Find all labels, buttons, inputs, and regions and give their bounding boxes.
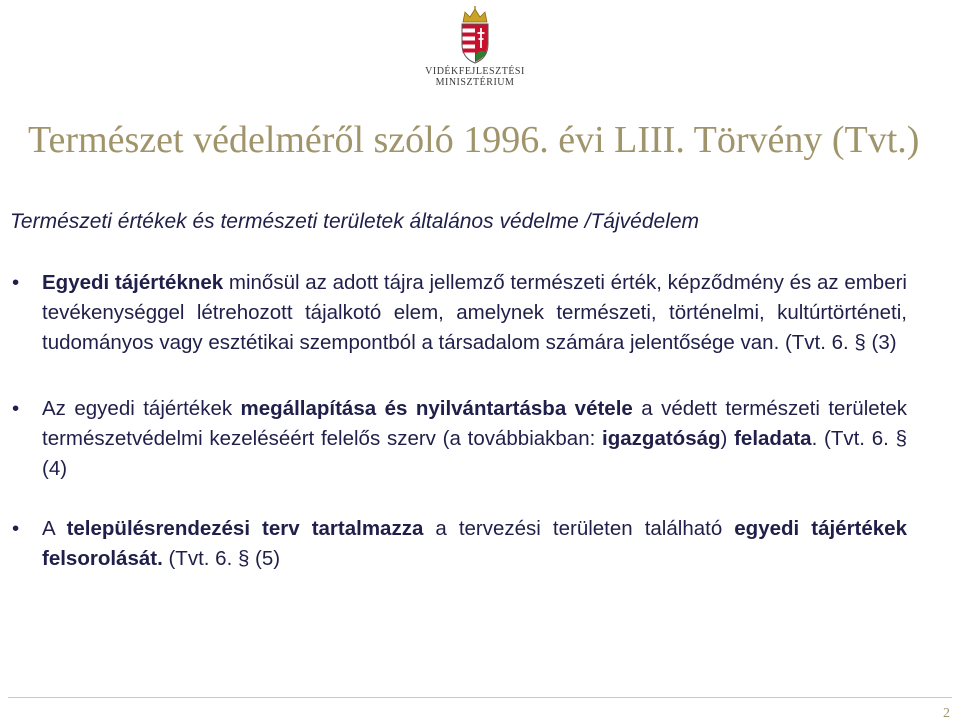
bullet-text: minősül az adott tájra jellemző természeti érték, képződmény és az emberi tevékenységgel létrehozott tájalkotó elem, amelynek természeti, történelmi, kultúrtörténeti, tudományos vagy esztétikai szempontból a társadalom számára jelentősége van. (Tvt. 6. § (3) [42, 271, 907, 354]
bullet-item [12, 514, 907, 574]
bullet-text: . (Tvt. 6. § (4) [42, 427, 907, 480]
coat-of-arms-icon [455, 6, 495, 64]
footer-divider [8, 697, 952, 698]
bullet-bold-text: Egyedi tájértéknek [42, 271, 224, 294]
bullet-bold-text: megállapítása és nyilvántartásba vétele [240, 397, 633, 420]
bullet-text: Az egyedi tájértékek [42, 397, 241, 420]
bullet-text: A [42, 517, 67, 540]
slide-title: Természet védelméről szóló 1996. évi LIII. Törvény (Tvt.) [28, 119, 920, 161]
bullet-text: a védett természeti területek természetvédelmi kezeléséért felelős szerv (a továbbiakban: [42, 397, 907, 450]
bullet-list [12, 268, 907, 610]
bullet-bold-text: egyedi tájértékek felsorolását. [42, 517, 907, 570]
bullet-text: ) [720, 427, 735, 450]
bullet-bold-text: településrendezési terv tartalmazza [66, 517, 424, 540]
bullet-bold-text: igazgatóság [602, 427, 721, 450]
bullet-text: (Tvt. 6. § (5) [162, 547, 281, 570]
ministry-name-line2: MINISZTÉRIUM [435, 77, 515, 88]
bullet-item [12, 394, 907, 484]
bullet-item [12, 268, 907, 358]
ministry-name [420, 66, 530, 88]
bullet-bold-text: feladata [734, 427, 812, 450]
bullet-text: a tervezési területen található [423, 517, 735, 540]
slide-subtitle: Természeti értékek és természeti területek általános védelme /Tájvédelem [10, 210, 700, 233]
ministry-logo [420, 6, 530, 96]
ministry-name-line1: VIDÉKFEJLESZTÉSI [425, 66, 525, 77]
page-number: 2 [943, 706, 950, 721]
